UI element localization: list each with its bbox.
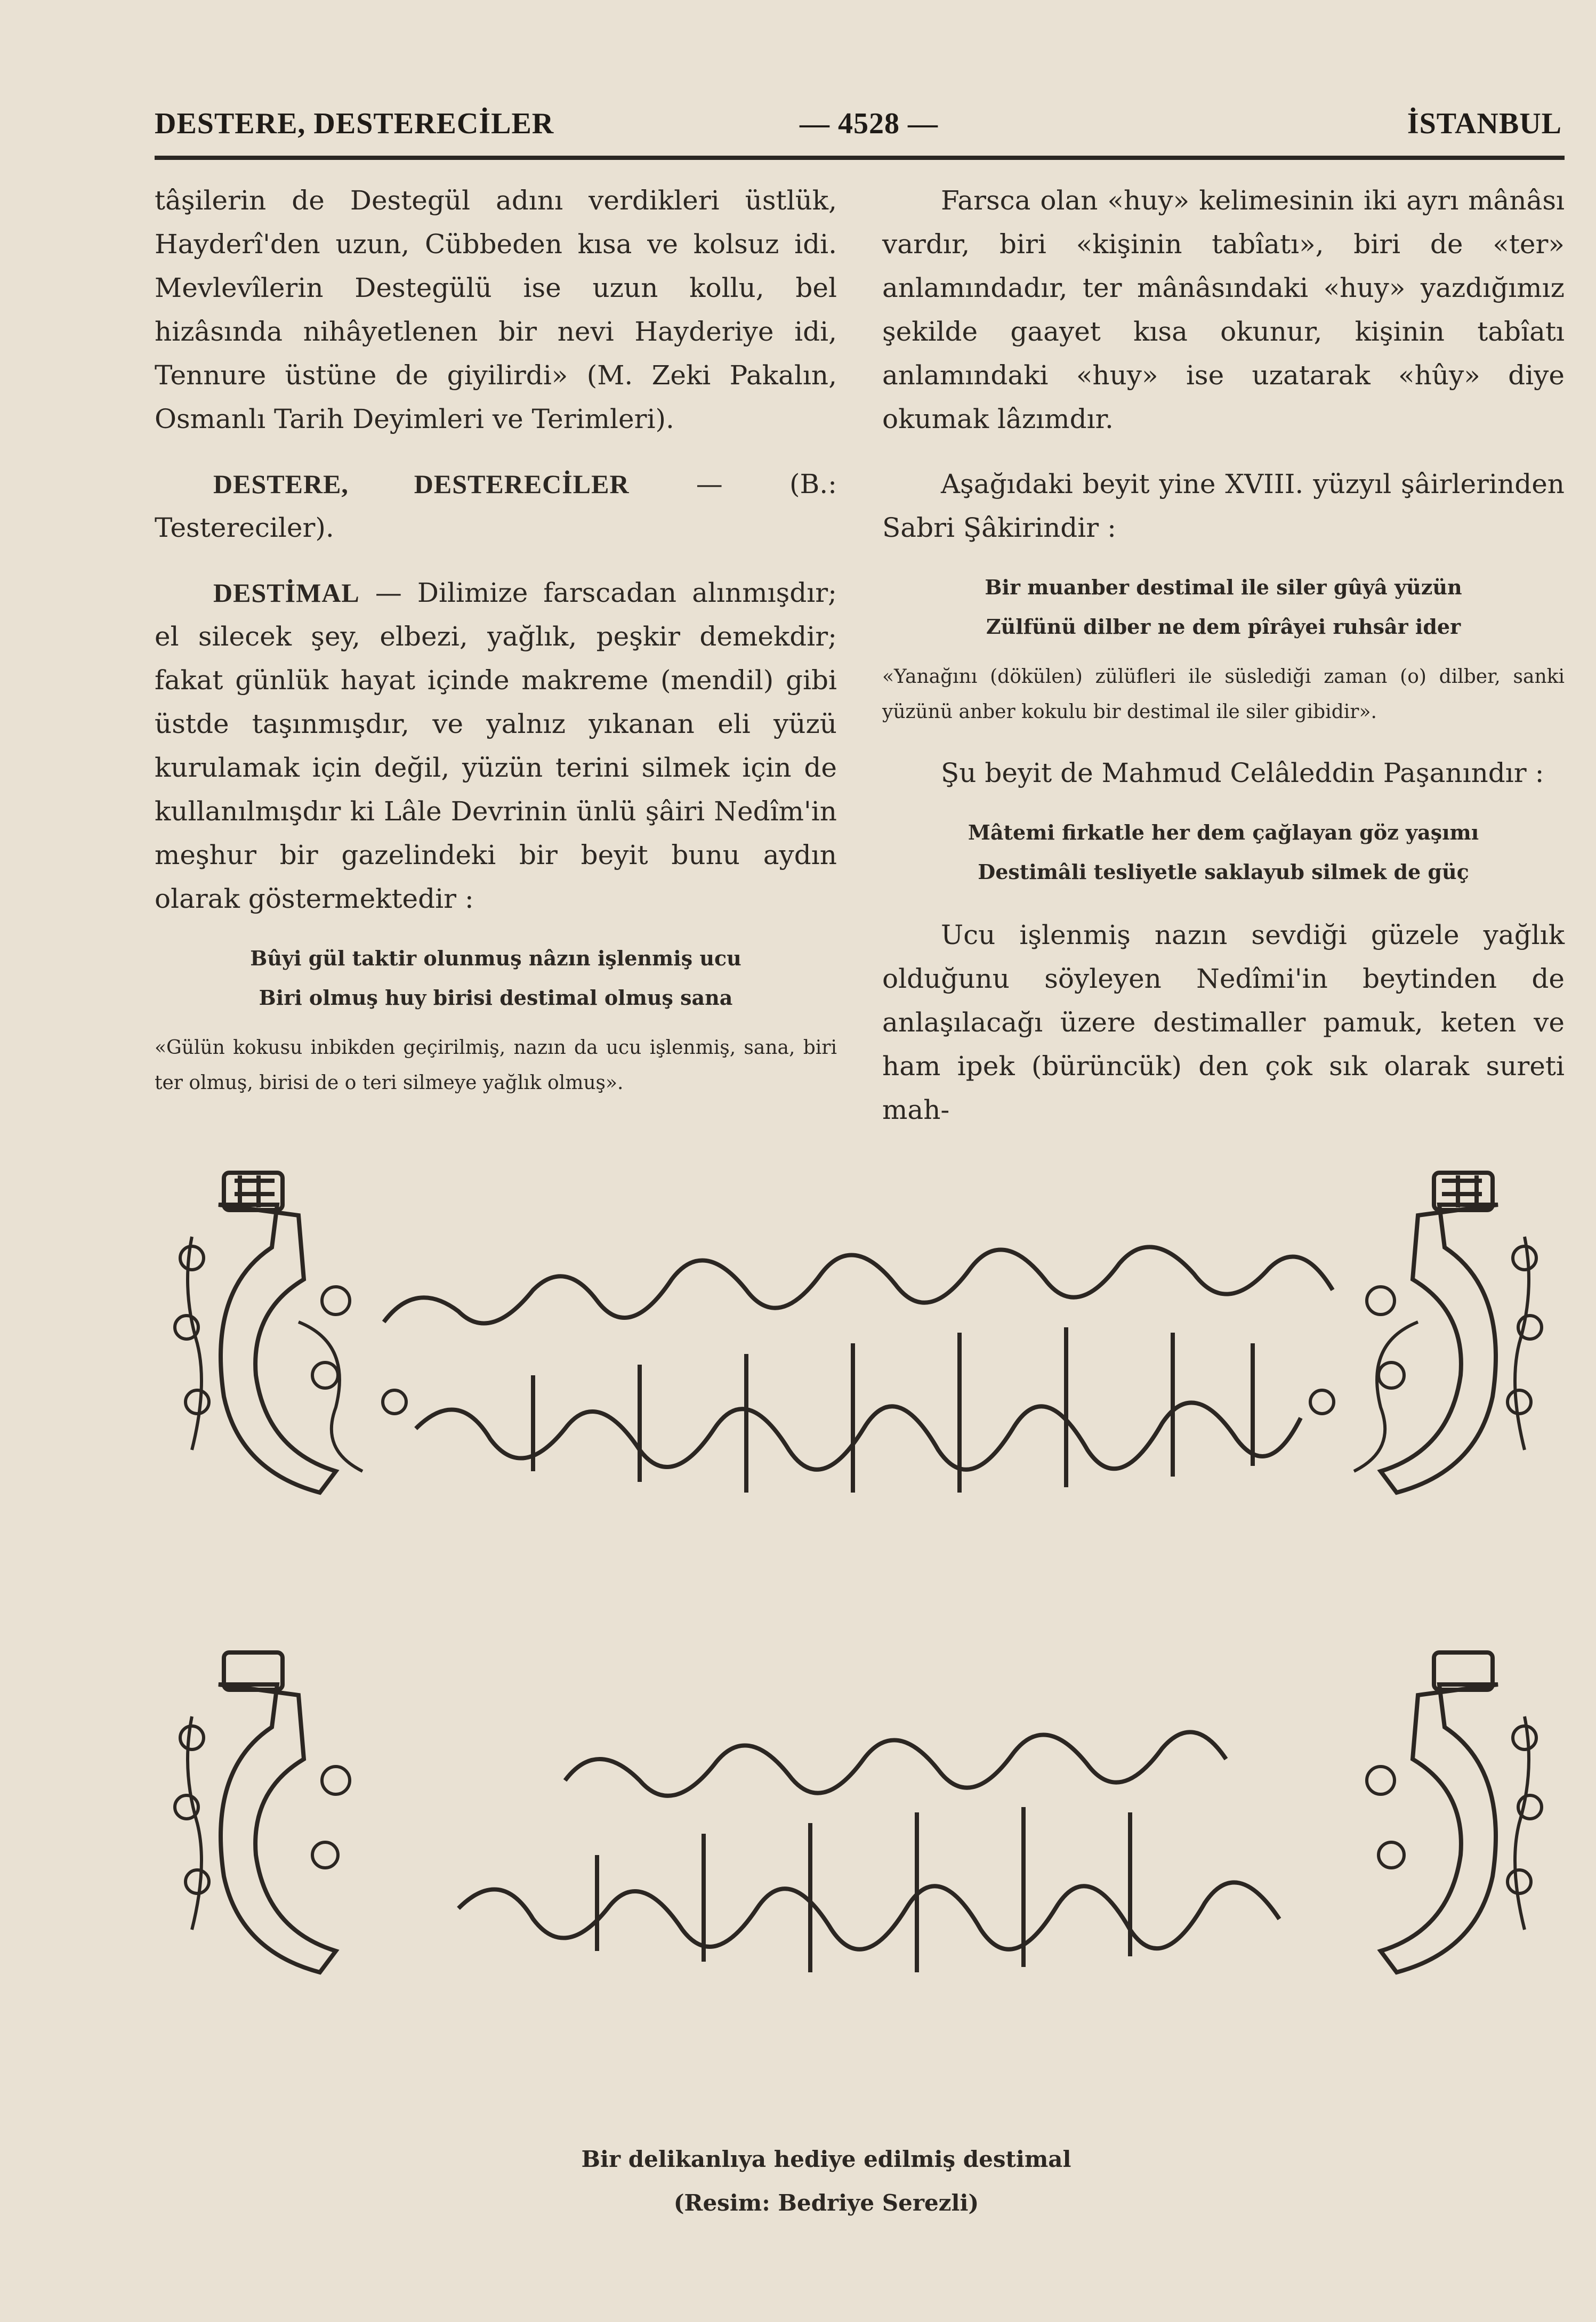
- poem-line: Mâtemi firkatle her dem çağlayan göz yaşımı: [968, 820, 1479, 844]
- header-rule: [155, 156, 1565, 160]
- page-number: — 4528 —: [800, 107, 938, 140]
- entry-text-destimal: — Dilimize farscadan alınmışdır; el silecek şey, elbezi, yağlık, peşkir demekdir; fakat günlük hayat içinde makreme (mendil) gibi üstde taşınmışdır, ve yalnız yıkanan eli yüzü kurulamak için değil, yüzün terini silmek için de kullanılmışdır ki Lâle Devrinin ünlü şâiri Nedîm'in meşhur bir gazelindeki bir beyit bunu aydın olarak göstermektedir :: [155, 577, 837, 914]
- caption-credit: (Resim: Bedriye Serezli): [673, 2190, 979, 2216]
- figure-caption: [533, 2138, 1119, 2225]
- left-column: [155, 179, 837, 1101]
- embroidery-panel-top: [175, 1173, 1542, 1493]
- embroidery-panel-bottom: [175, 1652, 1542, 1972]
- poem-sabri: [882, 568, 1565, 647]
- destimal-illustration: [160, 1151, 1557, 2111]
- right-paragraph-2: Aşağıdaki beyit yine XVIII. yüzyıl şâirlerinden Sabri Şâkirindir :: [882, 469, 1565, 543]
- entry-destere: [155, 462, 837, 550]
- poem-line: Bir muanber destimal ile siler gûyâ yüzün: [985, 575, 1462, 599]
- entry-text-destere: — (B.: Testereciler).: [155, 469, 837, 543]
- poem-line: Bûyi gül taktir olunmuş nâzın işlenmiş ucu: [250, 946, 741, 970]
- entry-headword-destere: DESTERE, DESTERECİLER: [213, 469, 630, 499]
- poem-line: Destimâli tesliyetle saklayub silmek de güç: [978, 860, 1469, 884]
- caption-title: Bir delikanlıya hediye edilmiş destimal: [581, 2146, 1071, 2172]
- poem-celaleddin: [882, 813, 1565, 892]
- right-paragraph-1: Farsca olan «huy» kelimesinin iki ayrı mânâsı vardır, biri «kişinin tabîatı», biri de «ter» anlamındadır, ter mânâsındaki «huy» yazdığımız şekilde gaayet kısa okunur, kişinin tabîatı anlamındaki «huy» ise uzatarak «hûy» diye okumak lâzımdır.: [882, 185, 1565, 434]
- poem-translation: «Yanağını (dökülen) zülüfleri ile süslediği zaman (o) dilber, sanki yüzünü anber kokulu bir destimal ile siler gibidir».: [882, 666, 1565, 723]
- right-paragraph-4: Ucu işlenmiş nazın sevdiği güzele yağlık olduğunu söyleyen Nedîmi'in beytinden de anlaşılacağı üzere destimaller pamuk, keten ve ham ipek (bürüncük) den çok sık olarak sureti mah-: [882, 920, 1565, 1125]
- entry-destimal: [155, 571, 837, 921]
- poem-line: Biri olmuş huy birisi destimal olmuş sana: [259, 986, 733, 1010]
- right-paragraph-3: Şu beyit de Mahmud Celâleddin Paşanındır :: [941, 757, 1544, 788]
- right-column: [882, 179, 1565, 1132]
- poem-translation: «Gülün kokusu inbikden geçirilmiş, nazın da ucu işlenmiş, sana, biri ter olmuş, birisi de o teri silmeye yağlık olmuş».: [155, 1037, 837, 1094]
- left-paragraph-1: tâşilerin de Destegül adını verdikleri üstlük, Hayderî'den uzun, Cübbeden kısa ve kolsuz idi. Mevlevîlerin Destegülü ise uzun kollu, bel hizâsında nihâyetlenen bir nevi Hayderiye idi, Tennure üstüne de giyilirdi» (M. Zeki Pakalın, Osmanlı Tarih Deyimleri ve Terimleri).: [155, 185, 837, 434]
- poem-nedim: [155, 939, 837, 1018]
- entry-headword-destimal: DESTİMAL: [213, 578, 360, 608]
- poem-line: Zülfünü dilber ne dem pîrâyei ruhsâr ider: [986, 615, 1461, 639]
- running-head-right: İSTANBUL: [1407, 107, 1562, 140]
- running-head-left: DESTERE, DESTERECİLER: [155, 107, 554, 140]
- page-header: [155, 107, 1562, 149]
